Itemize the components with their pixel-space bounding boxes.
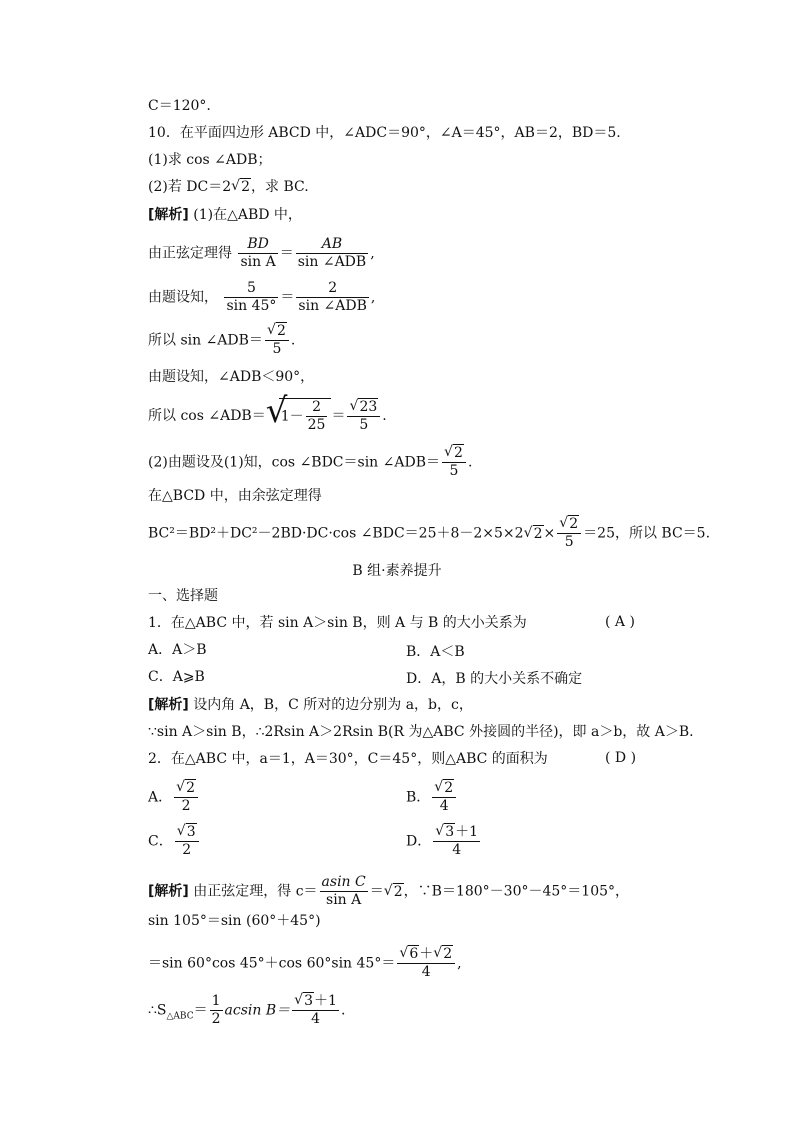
fraction: $\frac{AB}{\text{sin ∠ADB}}$ <box>297 236 367 270</box>
prev-answer-line <box>148 97 211 115</box>
text: C＝120°. <box>148 98 211 114</box>
angle-condition <box>148 368 314 386</box>
question-10-part1 <box>148 151 272 169</box>
law-of-sines: 由正弦定理得 $\frac{BD}{\text{sin A}}$ ＝ $\frac{AB}{\text{sin ∠ADB}}$ , <box>148 236 375 270</box>
text: (1)求 cos ∠ADB； <box>148 152 272 168</box>
given-values: 由题设知， $\frac{5}{\sin 45^\circ}$ ＝ $\frac{2}{\text{sin ∠ADB}}$ , <box>148 280 376 314</box>
question-10-part2 <box>148 178 309 196</box>
text: 所以 sin ∠ADB＝ <box>148 332 263 349</box>
sqrt: √ 2 <box>524 525 544 543</box>
part-title: 一、选择题 <box>148 588 218 604</box>
q2-expand: ＝sin 60°cos 45°＋cos 60°sin 45°＝ √ $\frac{6+√ 2}{4}$ , <box>148 946 462 981</box>
fraction: √ $\frac{2}{5}$ <box>557 516 581 551</box>
fraction: $\frac{5}{\sin 45^\circ}$ <box>226 280 277 314</box>
fraction: √ $\frac{3+1}{4}$ <box>292 993 339 1028</box>
q2-solution: [解析] 由正弦定理，得 c＝ $\frac{\text{asin C}}{\text{sin A}}$ ＝√ 2，∵B＝180°－30°－45°＝105°， <box>148 874 629 909</box>
fraction: √ $\frac{3}{2}$ <box>175 824 199 859</box>
question-1-answer: ( A ) <box>605 614 635 630</box>
fraction: $\frac{BD}{\text{sin A}}$ <box>240 236 276 270</box>
fraction: $\frac{2}{\text{sin ∠ADB}}$ <box>298 280 367 314</box>
law-of-cosines-intro <box>148 487 322 505</box>
question-2: 2．在△ABC 中，a＝1，A＝30°，C＝45°，则△ABC 的面积为 <box>148 751 548 767</box>
solution-start <box>148 206 302 224</box>
question-1 <box>148 614 527 632</box>
q2-sin105: sin 105°＝sin (60°＋45°) <box>148 913 321 929</box>
fraction: $\frac{1}{2}$ <box>211 993 221 1027</box>
q2-option-c: C． √ $\frac{3}{2}$ <box>148 824 201 859</box>
text: 由题设知，∠ADB＜90°， <box>148 369 315 385</box>
question-10 <box>148 124 621 142</box>
fraction: √ $\frac{2}{2}$ <box>174 780 198 815</box>
fraction: $\frac{\text{asin C}}{\text{sin A}}$ <box>321 874 366 908</box>
q1-option-d: D．A，B 的大小关系不确定 <box>406 671 583 687</box>
q1-option-b: B．A＜B <box>406 644 465 660</box>
q1-solution: [解析] 设内角 A，B，C 所对的边分别为 a，b，c， <box>148 697 473 713</box>
fraction: √ $\frac{3+1}{4}$ <box>433 824 480 859</box>
q2-option-d: D． √ $\frac{3+1}{4}$ <box>406 824 482 859</box>
q1-solution-2: ∵sin A＞sin B，∴2Rsin A＞2Rsin B(R 为△ABC 外接圆的半径)，即 a＞b，故 A＞B. <box>148 724 694 740</box>
text: 所以 cos ∠ADB＝ <box>148 408 266 424</box>
q2-option-a: A． √ $\frac{2}{2}$ <box>148 780 200 815</box>
sqrt: √ 2 <box>231 178 251 196</box>
cos-adb: 所以 cos ∠ADB＝ √ 1－ $\frac{2}{25}$ ＝ √ $\frac{23}{5}$ . <box>148 398 387 434</box>
fraction: √ $\frac{23}{5}$ <box>347 399 380 434</box>
solution-tag: [解析] <box>148 207 189 223</box>
text: (2)由题设及(1)知，cos ∠BDC＝sin ∠ADB＝ <box>148 454 441 471</box>
q1-option-c: C．A⩾B <box>148 669 205 685</box>
fraction: √ $\frac{6+√ 2}{4}$ <box>397 946 455 981</box>
section-heading <box>0 560 794 580</box>
text: 在△BCD 中，由余弦定理得 <box>148 488 322 504</box>
text: ＝25，所以 BC＝5. <box>583 525 711 542</box>
text: BC²＝BD²＋DC²－2BD·DC·cos ∠BDC＝25＋8－2×5×2 <box>148 525 524 542</box>
text: (2)若 DC＝2 <box>148 179 232 195</box>
question-2-answer: ( D ) <box>605 750 637 766</box>
part-heading <box>148 587 218 605</box>
q2-area: $\therefore S_{\triangle ABC}=$ $\frac{1}{2}$ acsin B＝ √ $\frac{3+1}{4}$ . <box>148 993 345 1028</box>
bc-computation: BC²＝BD²＋DC²－2BD·DC·cos ∠BDC＝25＋8－2×5×2√ 2× √ $\frac{2}{5}$ ＝25，所以 BC＝5. <box>148 516 710 551</box>
q2-option-b: B． √ $\frac{2}{4}$ <box>406 780 458 815</box>
sqrt: √ 2 <box>384 883 404 901</box>
section-title: B 组·素养提升 <box>352 563 442 579</box>
text: 10．在平面四边形 ABCD 中，∠ADC＝90°，∠A＝45°，AB＝2，BD＝5. <box>148 125 621 141</box>
part2-solution: (2)由题设及(1)知，cos ∠BDC＝sin ∠ADB＝ √ $\frac{2}{5}$ . <box>148 445 472 480</box>
text: (1)在△ABD 中， <box>188 207 302 223</box>
q1-option-a: A．A＞B <box>148 642 207 658</box>
sqrt: √ 1－ $\frac{2}{25}$ <box>266 398 332 434</box>
fraction: √ $\frac{2}{5}$ <box>265 323 289 358</box>
text: 1．在△ABC 中，若 sin A＞sin B，则 A 与 B 的大小关系为 <box>148 615 527 631</box>
text: 由正弦定理得 <box>148 245 232 262</box>
fraction: √ $\frac{2}{4}$ <box>432 780 456 815</box>
text: ，求 BC. <box>251 179 309 195</box>
text: 由题设知， <box>148 289 218 306</box>
sin-adb: 所以 sin ∠ADB＝ √ $\frac{2}{5}$ . <box>148 323 295 358</box>
solution-tag: [解析] <box>148 697 189 713</box>
solution-tag: [解析] <box>148 883 189 900</box>
fraction: √ $\frac{2}{5}$ <box>442 445 466 480</box>
